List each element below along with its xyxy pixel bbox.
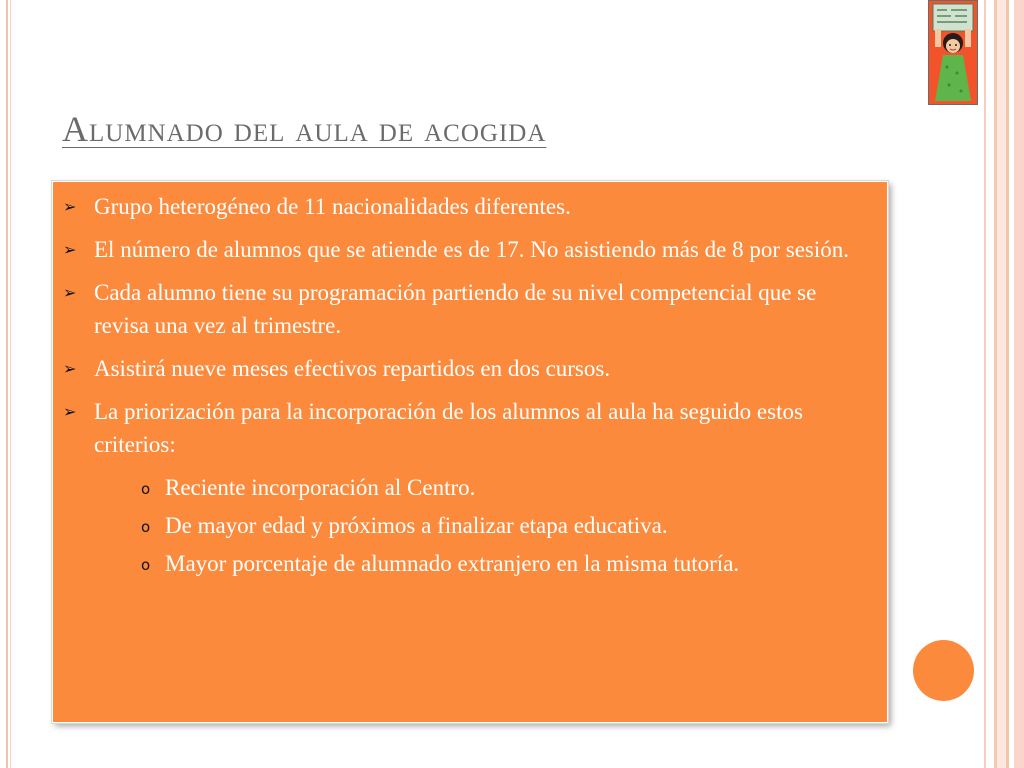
content-box (52, 181, 888, 723)
bullet-text: El número de alumnos que se atiende es de 17. No asistiendo más de 8 por sesión. (94, 237, 850, 262)
sub-bullet-item (61, 547, 861, 580)
circle-bullet-icon: o (141, 518, 151, 536)
bullet-item (61, 233, 861, 266)
child-illustration-image (928, 0, 978, 105)
bullet-text: La priorización para la incorporación de los alumnos al aula ha seguido estos criterios: (94, 399, 803, 457)
arrow-bullet-icon: ➢ (63, 197, 77, 216)
bullet-text: Grupo heterogéneo de 11 nacionalidades diferentes. (94, 194, 571, 219)
arrow-bullet-icon: ➢ (63, 359, 77, 378)
bullet-list (61, 190, 861, 585)
bullet-item (61, 190, 861, 223)
left-border-line (6, 0, 8, 768)
bullet-text: Asistirá nueve meses efectivos repartidos en dos cursos. (94, 356, 611, 381)
arrow-bullet-icon: ➢ (63, 283, 77, 302)
sub-bullet-text: De mayor edad y próximos a finalizar etapa educativa. (165, 513, 668, 538)
arrow-bullet-icon: ➢ (63, 402, 77, 421)
sub-bullet-text: Mayor porcentaje de alumnado extranjero en la misma tutoría. (165, 551, 740, 576)
circle-bullet-icon: o (141, 480, 151, 498)
bullet-item (61, 395, 861, 461)
arrow-bullet-icon: ➢ (63, 240, 77, 259)
bullet-item (61, 276, 861, 342)
sub-bullet-item (61, 471, 861, 504)
sub-bullet-text: Reciente incorporación al Centro. (165, 475, 476, 500)
decorative-orange-circle (913, 640, 974, 701)
circle-bullet-icon: o (141, 556, 151, 574)
bullet-item (61, 352, 861, 385)
bullet-text: Cada alumno tiene su programación partiendo de su nivel competencial que se revisa una vez al trimestre. (94, 280, 817, 338)
left-border-line-inner (10, 0, 11, 768)
slide-title: Alumnado del aula de acogida (62, 109, 547, 149)
right-decorative-stripes (980, 0, 1024, 768)
sub-bullet-item (61, 509, 861, 542)
